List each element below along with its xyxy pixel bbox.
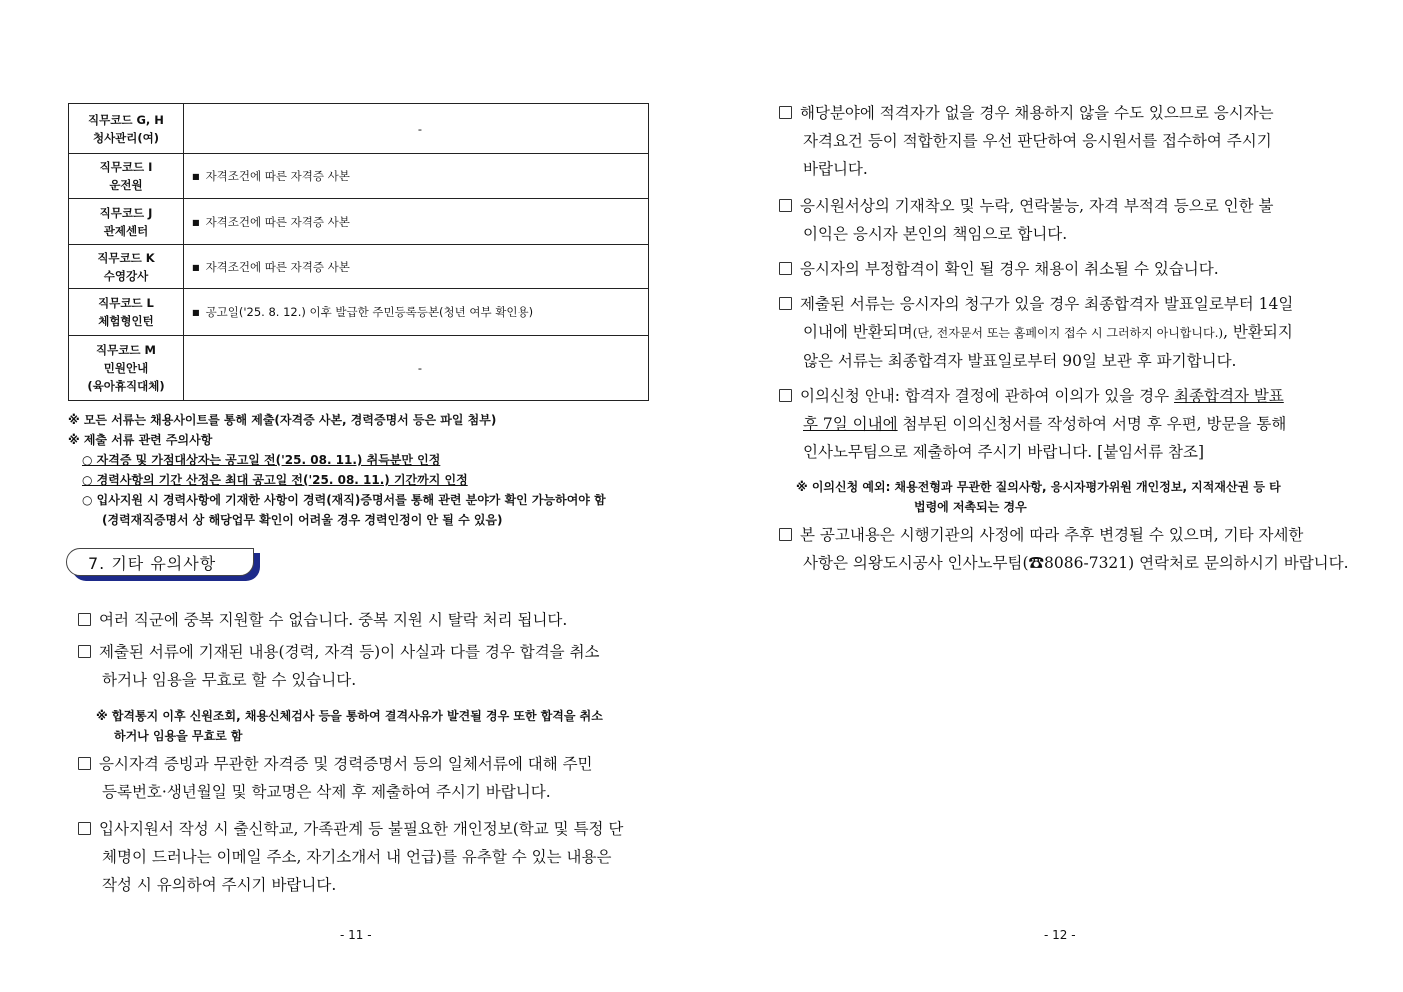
- document-cell: ■ 자격조건에 따른 자격증 사본: [184, 199, 649, 245]
- paragraph: 여러 직군에 중복 지원할 수 없습니다. 중복 지원 시 탈락 처리 됩니다.: [78, 606, 654, 634]
- table-row: [69, 336, 649, 401]
- document-cell: -: [184, 336, 649, 401]
- table-row: [69, 289, 649, 336]
- document-cell: ■ 자격조건에 따른 자격증 사본: [184, 154, 649, 199]
- checkbox-icon: [779, 106, 792, 119]
- note-line: ※ 모든 서류는 채용사이트를 통해 제출(자격증 사본, 경력증명서 등은 파일 첨부): [68, 413, 497, 427]
- job-code-cell: 직무코드 L 체험형인턴: [69, 289, 184, 336]
- square-bullet-icon: ■: [192, 262, 200, 272]
- checkbox-icon: [779, 262, 792, 275]
- note-line: ※ 제출 서류 관련 주의사항: [68, 433, 213, 447]
- square-bullet-icon: ■: [192, 217, 200, 227]
- paragraph: 입사지원서 작성 시 출신학교, 가족관계 등 불필요한 개인정보(학교 및 특정 단 체명이 드러나는 이메일 주소, 자기소개서 내 언급)를 유추할 수 있는 내용은 작성 시 유의하여 주시기 바랍니다.: [78, 815, 654, 899]
- section-title: 7. 기타 유의사항: [88, 554, 217, 573]
- table-row: [69, 104, 649, 154]
- table-row: [69, 154, 649, 199]
- page-right: [700, 0, 1403, 992]
- job-code-cell: 직무코드 K 수영강사: [69, 245, 184, 289]
- checkbox-icon: [78, 645, 91, 658]
- document-cell: ■ 공고일('25. 8. 12.) 이후 발급한 주민등록등본(청년 여부 확인용): [184, 289, 649, 336]
- job-code-cell: 직무코드 G, H 청사관리(여): [69, 104, 184, 154]
- document-cell: ■ 자격조건에 따른 자격증 사본: [184, 245, 649, 289]
- checkbox-icon: [779, 389, 792, 402]
- checkbox-icon: [78, 613, 91, 626]
- paragraph: 응시원서상의 기재착오 및 누락, 연락불능, 자격 부적격 등으로 인한 불 이익은 응시자 본인의 책임으로 합니다.: [779, 192, 1355, 248]
- table-row: [69, 199, 649, 245]
- paragraph: 응시자의 부정합격이 확인 될 경우 채용이 취소될 수 있습니다.: [779, 255, 1355, 283]
- page-left: [0, 0, 700, 992]
- paragraph: 제출된 서류는 응시자의 청구가 있을 경우 최종합격자 발표일로부터 14일 이내에 반환되며(단, 전자문서 또는 홈페이지 접수 시 그러하지 아니합니다.), 반환되지 않은 서류는 최종합격자 발표일로부터 90일 보관 후 파기합니다.: [779, 290, 1355, 375]
- paragraph: 본 공고내용은 시행기관의 사정에 따라 추후 변경될 수 있으며, 기타 자세한 사항은 의왕도시공사 인사노무팀(☎8086-7321) 연락처로 문의하시기 바랍니다.: [779, 521, 1355, 577]
- square-bullet-icon: ■: [192, 172, 200, 181]
- paragraph: 제출된 서류에 기재된 내용(경력, 자격 등)이 사실과 다를 경우 합격을 취소 하거나 임용을 무효로 할 수 있습니다.: [78, 638, 654, 694]
- document-table: [68, 103, 649, 401]
- job-code-cell: 직무코드 J 관제센터: [69, 199, 184, 245]
- sub-note: ※ 합격통지 이후 신원조회, 채용신체검사 등을 통하여 결격사유가 발견될 경우 또한 합격을 취소 하거나 임용을 무효로 함: [96, 709, 603, 743]
- checkbox-icon: [779, 199, 792, 212]
- note-sub-line: (경력재직증명서 상 해당업무 확인이 어려울 경우 경력인정이 안 될 수 있음): [102, 513, 503, 527]
- page-number: - 12 -: [1044, 928, 1076, 942]
- page-number: - 11 -: [340, 928, 372, 942]
- job-code-cell: 직무코드 I 운전원: [69, 154, 184, 199]
- checkbox-icon: [78, 822, 91, 835]
- document-cell: -: [184, 104, 649, 154]
- checkbox-icon: [779, 297, 792, 310]
- note-sub-line: ○ 입사지원 시 경력사항에 기재한 사항이 경력(재직)증명서를 통해 관련 분야가 확인 가능하여야 함: [82, 493, 606, 507]
- sub-note: ※ 이의신청 예외: 채용전형과 무관한 질의사항, 응시자평가위원 개인정보, 지적재산권 등 타 법령에 저촉되는 경우: [796, 480, 1281, 514]
- table-row: [69, 245, 649, 289]
- note-sub-line: ○ 경력사항의 기간 산정은 최대 공고일 전('25. 08. 11.) 기간까지 인정: [82, 473, 468, 487]
- job-code-cell: 직무코드 M 민원안내 (육아휴직대체): [69, 336, 184, 401]
- paragraph: 이의신청 안내: 합격자 결정에 관하여 이의가 있을 경우 최종합격자 발표 후 7일 이내에 첨부된 이의신청서를 작성하여 서명 후 우편, 방문을 통해 인사노무팀으로 제출하여 주시기 바랍니다. [붙임서류 참조]: [779, 382, 1355, 466]
- note-sub-line: ○ 자격증 및 가점대상자는 공고일 전('25. 08. 11.) 취득분만 인정: [82, 453, 441, 467]
- submission-notes: [68, 410, 668, 530]
- paragraph: 응시자격 증빙과 무관한 자격증 및 경력증명서 등의 일체서류에 대해 주민 등록번호·생년월일 및 학교명은 삭제 후 제출하여 주시기 바랍니다.: [78, 750, 654, 806]
- square-bullet-icon: ■: [192, 308, 200, 317]
- checkbox-icon: [779, 528, 792, 541]
- checkbox-icon: [78, 757, 91, 770]
- paragraph: 해당분야에 적격자가 없을 경우 채용하지 않을 수도 있으므로 응시자는 자격요건 등이 적합한지를 우선 판단하여 응시원서를 접수하여 주시기 바랍니다.: [779, 99, 1355, 183]
- section-heading: [66, 548, 260, 581]
